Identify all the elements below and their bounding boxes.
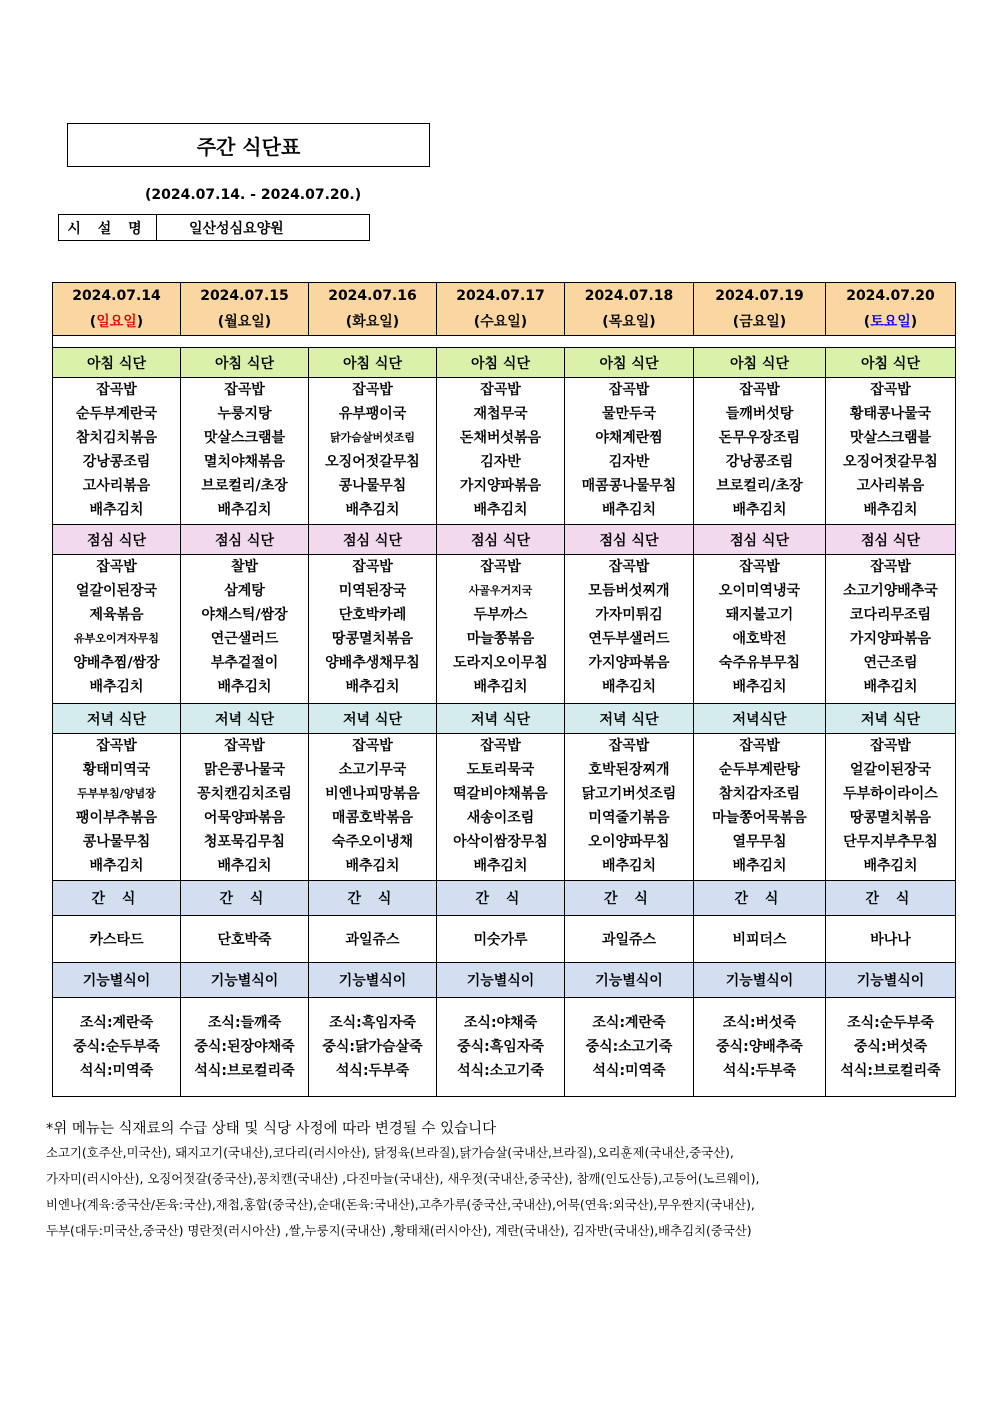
breakfast-item: 들깨버섯탕 <box>725 406 794 422</box>
functional-diet-header: 기능별식이 <box>826 963 956 998</box>
functional-header-row <box>53 963 956 998</box>
dinner-item: 얼갈이된장국 <box>849 762 932 778</box>
lunch-item: 소고기양배추국 <box>843 583 938 599</box>
date-label: 2024.07.19 <box>715 288 804 304</box>
facility-label: 시 설 명 <box>59 215 157 240</box>
breakfast-item: 배추김치 <box>217 502 272 518</box>
breakfast-item: 고사리볶음 <box>82 478 151 494</box>
breakfast-header: 아침 식단 <box>437 348 565 378</box>
lunch-cell <box>826 555 956 704</box>
breakfast-row <box>53 378 956 525</box>
lunch-item: 배추김치 <box>473 679 528 695</box>
table-gap-cell <box>53 336 956 348</box>
breakfast-item: 잡곡밥 <box>739 382 780 398</box>
lunch-item: 찰밥 <box>230 559 259 575</box>
functional-diet-item: 중식:버섯죽 <box>853 1039 928 1055</box>
dinner-item: 잡곡밥 <box>739 738 780 754</box>
dinner-item: 닭고기버섯조림 <box>581 786 677 802</box>
snack-header: 간 식 <box>826 881 956 916</box>
snack-header-row <box>53 881 956 916</box>
lunch-item: 얼갈이된장국 <box>75 583 158 599</box>
breakfast-item: 물만두국 <box>601 406 657 422</box>
dinner-item: 배추김치 <box>732 858 787 874</box>
lunch-header: 점심 식단 <box>309 525 437 555</box>
dinner-cell <box>694 734 826 881</box>
dinner-item: 숙주오이냉채 <box>331 834 414 850</box>
functional-diet-item: 조식:계란죽 <box>79 1015 154 1031</box>
breakfast-item: 잡곡밥 <box>480 382 521 398</box>
dinner-item: 두부하이라이스 <box>843 786 938 802</box>
weekday-paren-open: ( <box>732 314 740 330</box>
dinner-header: 저녁 식단 <box>309 704 437 734</box>
lunch-item: 모듬버섯찌개 <box>588 583 670 599</box>
weekday-name: 수요일 <box>480 314 521 330</box>
origin-line: 비엔나(계육:중국산/돈육:국산),재첩,홍합(중국산),순대(돈육:국내산),고추가루(중국산,국내산),어묵(연육:외국산),무우짠지(국내산), <box>46 1197 755 1212</box>
lunch-item: 두부까스 <box>473 607 528 623</box>
weekday-label <box>694 309 825 335</box>
facility-name: 일산성심요양원 <box>189 220 284 237</box>
date-header-cell <box>565 283 694 336</box>
dinner-item: 단무지부추무침 <box>843 834 938 850</box>
dinner-item: 콩나물무침 <box>82 834 151 850</box>
menu-notes <box>46 1118 966 1244</box>
breakfast-item: 잡곡밥 <box>608 382 650 398</box>
dinner-header: 저녁 식단 <box>437 704 565 734</box>
dinner-item: 떡갈비야채볶음 <box>453 786 548 802</box>
lunch-item: 배추김치 <box>345 679 400 695</box>
dinner-item: 땅콩멸치볶음 <box>849 810 932 826</box>
weekday-paren-close: ) <box>649 314 656 330</box>
facility-box <box>58 214 370 241</box>
lunch-cell <box>694 555 826 704</box>
breakfast-item: 맛살스크램블 <box>849 430 932 446</box>
lunch-item: 미역된장국 <box>338 583 407 599</box>
lunch-item: 잡곡밥 <box>352 559 393 575</box>
weekday-paren-open: ( <box>473 314 481 330</box>
dinner-item: 새송이조림 <box>466 810 535 826</box>
functional-diet-item: 중식:흑임자죽 <box>457 1039 544 1055</box>
lunch-item: 가지양파볶음 <box>849 631 932 647</box>
dinner-row <box>53 734 956 881</box>
functional-diet-cell <box>694 998 826 1097</box>
dinner-cell <box>309 734 437 881</box>
weekday-paren-close: ) <box>910 314 918 330</box>
date-header-cell <box>437 283 565 336</box>
functional-diet-item: 조식:버섯죽 <box>722 1015 797 1031</box>
lunch-cell <box>437 555 565 704</box>
breakfast-item: 오징어젓갈무침 <box>325 454 420 470</box>
date-label: 2024.07.16 <box>328 288 417 304</box>
lunch-cell <box>565 555 694 704</box>
functional-diet-item: 중식:된장야채죽 <box>194 1039 295 1055</box>
breakfast-cell <box>826 378 956 525</box>
change-notice: *위 메뉴는 식재료의 수급 상태 및 식당 사정에 따라 변경될 수 있습니다 <box>46 1121 497 1137</box>
breakfast-item: 잡곡밥 <box>96 382 137 398</box>
snack-cell: 과일쥬스 <box>565 916 694 963</box>
date-label: 2024.07.15 <box>200 288 289 304</box>
lunch-item: 유부오이겨자무침 <box>73 632 159 645</box>
breakfast-item: 닭가슴살버섯조림 <box>329 431 415 444</box>
weekday-paren-open: ( <box>863 314 871 330</box>
dinner-item: 마늘쫑어묵볶음 <box>712 810 807 826</box>
breakfast-header: 아침 식단 <box>565 348 694 378</box>
origin-line: 두부(대두:미국산,중국산) 명란젓(러시아산) ,쌀,누룽지(국내산) ,황태채(러시아산), 계란(국내산), 김자반(국내산),배추김치(중국산) <box>46 1223 752 1238</box>
functional-diet-item: 석식:소고기죽 <box>457 1063 544 1079</box>
lunch-item: 애호박전 <box>732 631 787 647</box>
snack-cell: 바나나 <box>826 916 956 963</box>
breakfast-item: 맛살스크램블 <box>203 430 286 446</box>
weekday-paren-close: ) <box>520 314 528 330</box>
dinner-item: 팽이부추볶음 <box>75 810 158 826</box>
weekday-paren-open: ( <box>345 314 353 330</box>
dinner-item: 잡곡밥 <box>480 738 521 754</box>
lunch-cell <box>53 555 181 704</box>
snack-cell: 미숫가루 <box>437 916 565 963</box>
lunch-item: 오이미역냉국 <box>718 583 801 599</box>
lunch-item: 배추김치 <box>217 679 272 695</box>
lunch-header: 점심 식단 <box>437 525 565 555</box>
dinner-header: 저녁 식단 <box>181 704 309 734</box>
functional-diet-item: 중식:닭가슴살죽 <box>322 1039 423 1055</box>
breakfast-item: 잡곡밥 <box>870 382 911 398</box>
snack-header: 간 식 <box>53 881 181 916</box>
dinner-item: 미역줄기볶음 <box>588 810 670 826</box>
functional-diet-item: 석식:두부죽 <box>335 1063 410 1079</box>
functional-diet-header: 기능별식이 <box>181 963 309 998</box>
breakfast-cell <box>437 378 565 525</box>
functional-diet-item: 중식:순두부죽 <box>73 1039 160 1055</box>
dinner-cell <box>181 734 309 881</box>
functional-diet-item: 중식:소고기죽 <box>585 1039 673 1055</box>
dinner-header-row <box>53 704 956 734</box>
weekday-paren-open: ( <box>217 314 225 330</box>
breakfast-item: 브로컬리/초장 <box>716 478 803 494</box>
breakfast-item: 고사리볶음 <box>856 478 925 494</box>
dinner-item: 소고기무국 <box>338 762 407 778</box>
lunch-item: 잡곡밥 <box>96 559 137 575</box>
functional-diet-item: 석식:미역죽 <box>592 1063 666 1079</box>
breakfast-header: 아침 식단 <box>826 348 956 378</box>
snack-cell: 카스타드 <box>53 916 181 963</box>
breakfast-item: 유부팽이국 <box>338 406 407 422</box>
dinner-item: 참치감자조림 <box>718 786 801 802</box>
dinner-item: 두부부침/양념장 <box>77 787 156 800</box>
date-label: 2024.07.18 <box>584 288 674 304</box>
lunch-item: 마늘쫑볶음 <box>466 631 535 647</box>
weekday-name: 월요일 <box>224 314 265 330</box>
functional-diet-item: 조식:계란죽 <box>592 1015 666 1031</box>
lunch-item: 제육볶음 <box>89 607 144 623</box>
functional-diet-cell <box>826 998 956 1097</box>
dinner-header: 저녁식단 <box>694 704 826 734</box>
functional-diet-header: 기능별식이 <box>437 963 565 998</box>
dinner-item: 어묵양파볶음 <box>203 810 286 826</box>
weekday-name: 토요일 <box>870 314 911 330</box>
weekday-paren-close: ) <box>779 314 787 330</box>
menu-period: (2024.07.14. - 2024.07.20.) <box>145 187 362 203</box>
functional-diet-header: 기능별식이 <box>694 963 826 998</box>
breakfast-item: 순두부계란국 <box>75 406 158 422</box>
lunch-item: 돼지불고기 <box>725 607 794 623</box>
breakfast-item: 오징어젓갈무침 <box>843 454 938 470</box>
functional-diet-item: 조식:들깨죽 <box>207 1015 282 1031</box>
breakfast-item: 배추김치 <box>345 502 400 518</box>
dinner-item: 열무무침 <box>732 834 787 850</box>
breakfast-item: 콩나물무침 <box>338 478 407 494</box>
weekday-paren-close: ) <box>392 314 400 330</box>
lunch-item: 삼계탕 <box>224 583 265 599</box>
dinner-item: 잡곡밥 <box>352 738 393 754</box>
weekday-name: 금요일 <box>739 314 780 330</box>
breakfast-item: 잡곡밥 <box>352 382 393 398</box>
breakfast-item: 브로컬리/초장 <box>201 478 288 494</box>
functional-diet-cell <box>309 998 437 1097</box>
functional-diet-item: 석식:브로컬리죽 <box>840 1063 941 1079</box>
lunch-cell <box>181 555 309 704</box>
snack-header: 간 식 <box>565 881 694 916</box>
functional-row <box>53 998 956 1097</box>
breakfast-item: 배추김치 <box>863 502 918 518</box>
dinner-item: 비엔나피망볶음 <box>325 786 420 802</box>
breakfast-cell <box>694 378 826 525</box>
lunch-item: 숙주유부무침 <box>718 655 801 671</box>
dinner-item: 잡곡밥 <box>870 738 911 754</box>
weekday-label <box>181 309 308 335</box>
functional-diet-item: 조식:흑임자죽 <box>329 1015 416 1031</box>
lunch-row <box>53 555 956 704</box>
breakfast-item: 돈채버섯볶음 <box>459 430 542 446</box>
origin-line: 가자미(러시아산), 오징어젓갈(중국산),꽁치캔(국내산) ,다진마늘(국내산), 새우젓(국내산,중국산), 참깨(인도산등),고등어(노르웨이), <box>46 1171 760 1186</box>
dinner-item: 도토리묵국 <box>466 762 535 778</box>
snack-header: 간 식 <box>437 881 565 916</box>
dinner-item: 순두부계란탕 <box>718 762 801 778</box>
weekday-label <box>437 309 564 335</box>
table-gap <box>53 336 956 348</box>
breakfast-item: 잡곡밥 <box>224 382 265 398</box>
lunch-item: 단호박카레 <box>338 607 407 623</box>
lunch-item: 양배추생채무침 <box>325 655 420 671</box>
weekday-name: 목요일 <box>608 314 650 330</box>
dinner-item: 호박된장찌개 <box>588 762 670 778</box>
breakfast-item: 가지양파볶음 <box>459 478 542 494</box>
breakfast-item: 배추김치 <box>473 502 528 518</box>
snack-cell: 단호박죽 <box>181 916 309 963</box>
weekday-label <box>826 309 955 335</box>
breakfast-item: 배추김치 <box>732 502 787 518</box>
dinner-cell <box>826 734 956 881</box>
lunch-item: 도라지오이무침 <box>453 655 548 671</box>
dinner-item: 오이양파무침 <box>588 834 670 850</box>
dinner-item: 매콤호박볶음 <box>331 810 414 826</box>
breakfast-item: 배추김치 <box>601 502 657 518</box>
functional-diet-cell <box>437 998 565 1097</box>
weekday-label <box>53 309 180 335</box>
breakfast-cell <box>309 378 437 525</box>
snack-cell: 비피더스 <box>694 916 826 963</box>
snack-cell: 과일쥬스 <box>309 916 437 963</box>
dinner-cell <box>565 734 694 881</box>
dinner-item: 황태미역국 <box>82 762 151 778</box>
functional-diet-item: 석식:두부죽 <box>722 1063 797 1079</box>
breakfast-item: 멸치야채볶음 <box>203 454 286 470</box>
weekday-label <box>309 309 436 335</box>
lunch-item: 코다리무조림 <box>849 607 932 623</box>
lunch-header-row <box>53 525 956 555</box>
dinner-item: 맑은콩나물국 <box>203 762 286 778</box>
functional-diet-item: 중식:양배추죽 <box>716 1039 803 1055</box>
date-header-cell <box>309 283 437 336</box>
lunch-item: 배추김치 <box>89 679 144 695</box>
breakfast-item: 배추김치 <box>89 502 144 518</box>
weekday-name: 일요일 <box>96 314 137 330</box>
breakfast-cell <box>181 378 309 525</box>
date-label: 2024.07.14 <box>72 288 161 304</box>
snack-header: 간 식 <box>181 881 309 916</box>
functional-diet-header: 기능별식이 <box>565 963 694 998</box>
snack-header: 간 식 <box>309 881 437 916</box>
snack-row <box>53 916 956 963</box>
lunch-item: 잡곡밥 <box>608 559 650 575</box>
weekly-menu-table <box>52 282 956 1097</box>
breakfast-item: 매콤콩나물무침 <box>581 478 677 494</box>
breakfast-item: 돈무우장조림 <box>718 430 801 446</box>
breakfast-header: 아침 식단 <box>309 348 437 378</box>
breakfast-item: 황태콩나물국 <box>849 406 932 422</box>
functional-diet-item: 석식:미역죽 <box>79 1063 154 1079</box>
weekday-paren-open: ( <box>602 314 609 330</box>
weekday-paren-open: ( <box>89 314 97 330</box>
functional-diet-header: 기능별식이 <box>53 963 181 998</box>
weekday-paren-close: ) <box>136 314 144 330</box>
lunch-item: 잡곡밥 <box>480 559 521 575</box>
dinner-item: 배추김치 <box>345 858 400 874</box>
weekday-label <box>565 309 693 335</box>
breakfast-header: 아침 식단 <box>181 348 309 378</box>
date-label: 2024.07.20 <box>846 288 935 304</box>
breakfast-item: 누룽지탕 <box>217 406 272 422</box>
page-title: 주간 식단표 <box>67 123 430 167</box>
dinner-header: 저녁 식단 <box>565 704 694 734</box>
functional-diet-item: 조식:야채죽 <box>463 1015 538 1031</box>
breakfast-item: 재첩무국 <box>473 406 528 422</box>
dinner-cell <box>437 734 565 881</box>
functional-diet-cell <box>181 998 309 1097</box>
lunch-header: 점심 식단 <box>181 525 309 555</box>
breakfast-item: 강낭콩조림 <box>82 454 151 470</box>
dinner-item: 잡곡밥 <box>608 738 650 754</box>
lunch-item: 땅콩멸치볶음 <box>331 631 414 647</box>
dinner-item: 아삭이쌈장무침 <box>453 834 548 850</box>
date-header-cell <box>826 283 956 336</box>
breakfast-item: 야채계란찜 <box>595 430 663 446</box>
lunch-item: 배추김치 <box>732 679 787 695</box>
breakfast-cell <box>565 378 694 525</box>
functional-diet-item: 석식:브로컬리죽 <box>194 1063 295 1079</box>
lunch-header: 점심 식단 <box>53 525 181 555</box>
lunch-item: 가자미튀김 <box>595 607 663 623</box>
functional-diet-header: 기능별식이 <box>309 963 437 998</box>
date-header-cell <box>694 283 826 336</box>
dinner-header: 저녁 식단 <box>53 704 181 734</box>
lunch-item: 잡곡밥 <box>739 559 780 575</box>
date-row <box>53 283 956 336</box>
breakfast-item: 김자반 <box>608 454 650 470</box>
dinner-item: 배추김치 <box>89 858 144 874</box>
dinner-cell <box>53 734 181 881</box>
breakfast-header: 아침 식단 <box>694 348 826 378</box>
lunch-item: 잡곡밥 <box>870 559 911 575</box>
lunch-cell <box>309 555 437 704</box>
dinner-item: 잡곡밥 <box>224 738 265 754</box>
dinner-item: 배추김치 <box>863 858 918 874</box>
dinner-item: 청포묵김무침 <box>203 834 286 850</box>
weekday-paren-close: ) <box>264 314 272 330</box>
breakfast-cell <box>53 378 181 525</box>
breakfast-header-row <box>53 348 956 378</box>
dinner-item: 배추김치 <box>473 858 528 874</box>
lunch-item: 연근샐러드 <box>210 631 279 647</box>
snack-header: 간 식 <box>694 881 826 916</box>
dinner-header: 저녁 식단 <box>826 704 956 734</box>
breakfast-item: 강낭콩조림 <box>725 454 794 470</box>
lunch-header: 점심 식단 <box>826 525 956 555</box>
functional-diet-cell <box>53 998 181 1097</box>
breakfast-item: 김자반 <box>480 454 521 470</box>
date-header-cell <box>181 283 309 336</box>
lunch-item: 연근조림 <box>863 655 918 671</box>
breakfast-item: 참치김치볶음 <box>75 430 158 446</box>
date-label: 2024.07.17 <box>456 288 545 304</box>
breakfast-header: 아침 식단 <box>53 348 181 378</box>
lunch-item: 야채스틱/쌈장 <box>201 607 288 623</box>
origin-line: 소고기(호주산,미국산), 돼지고기(국내산),코다리(러시아산), 닭정육(브라질),닭가슴살(국내산,브라질),오리훈제(국내산,중국산), <box>46 1145 734 1160</box>
origin-info <box>46 1140 966 1244</box>
lunch-item: 배추김치 <box>601 679 657 695</box>
functional-diet-cell <box>565 998 694 1097</box>
date-header-cell <box>53 283 181 336</box>
dinner-item: 배추김치 <box>601 858 657 874</box>
weekday-name: 화요일 <box>352 314 393 330</box>
dinner-item: 잡곡밥 <box>96 738 137 754</box>
dinner-item: 꽁치캔김치조림 <box>197 786 292 802</box>
lunch-item: 양배추찜/쌈장 <box>73 655 160 671</box>
lunch-header: 점심 식단 <box>694 525 826 555</box>
functional-diet-item: 조식:순두부죽 <box>847 1015 934 1031</box>
lunch-item: 사골우거지국 <box>468 584 533 597</box>
lunch-item: 가지양파볶음 <box>588 655 670 671</box>
lunch-header: 점심 식단 <box>565 525 694 555</box>
lunch-item: 연두부샐러드 <box>588 631 670 647</box>
lunch-item: 부추겉절이 <box>210 655 279 671</box>
dinner-item: 배추김치 <box>217 858 272 874</box>
lunch-item: 배추김치 <box>863 679 918 695</box>
